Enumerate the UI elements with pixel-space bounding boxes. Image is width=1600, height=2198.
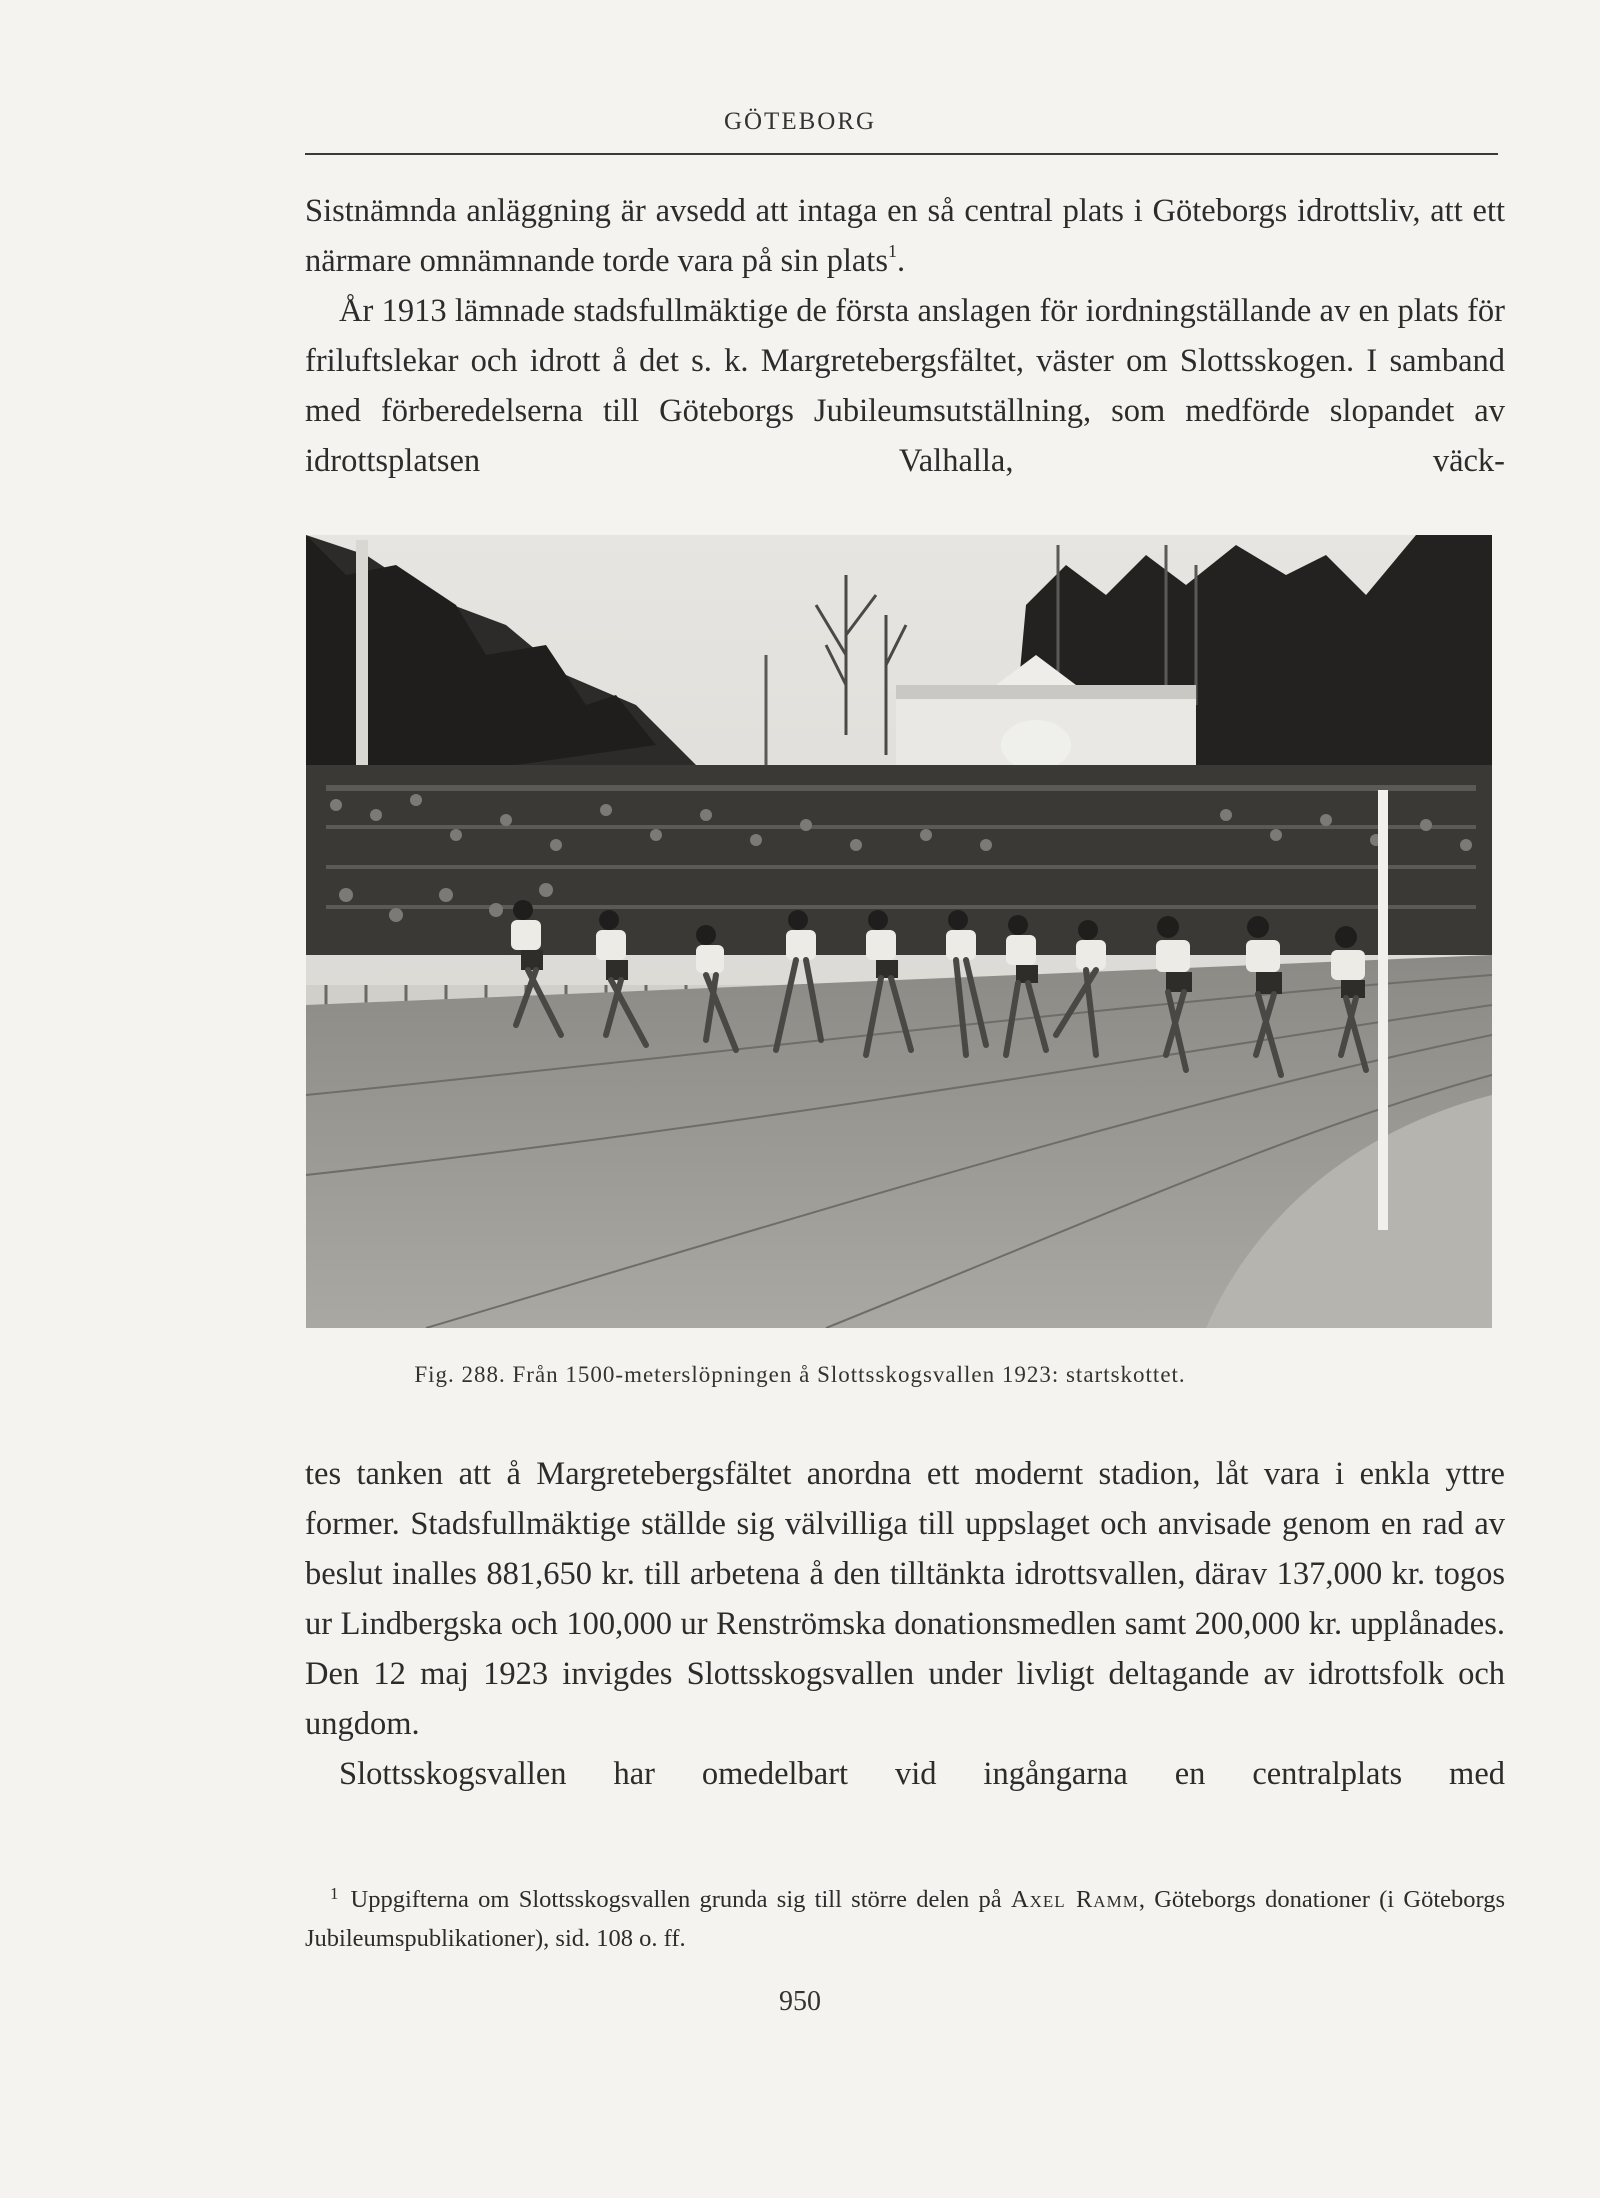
footnote-text-rest: , Göteborgs donationer (i Göteborgs Jubileumspublikationer), sid. 108 o. ff. — [305, 1886, 1505, 1952]
footnote — [305, 1881, 1505, 1957]
footnote-reference: 1 — [887, 241, 897, 261]
paragraph: tes tanken att å Margretebergsfältet anordna ett modernt stadion, låt vara i enkla yttre former. Stadsfullmäktige ställde sig välvilliga till uppslaget och anvisade genom en rad av beslut inalles 881,650 kr. till arbetena å den tilltänkta idrottsvallen, därav 137,000 kr. togos ur Lindbergska och 100,000 ur Renströmska donationsmedlen samt 200,000 kr. upplånades. Den 12 maj 1923 invigdes Slottsskogsvallen under livligt deltagande av idrottsfolk och ungdom. — [305, 1456, 1505, 1742]
photograph-illustration — [306, 535, 1492, 1328]
photograph — [306, 535, 1492, 1328]
header-rule — [305, 153, 1498, 155]
body-text-bottom — [305, 1449, 1505, 1799]
figure-caption: Fig. 288. Från 1500-meterslöpningen å Slottsskogsvallen 1923: startskottet. — [414, 1362, 1186, 1387]
paragraph: Slottsskogsvallen har omedelbart vid ingångarna en centralplats med — [339, 1756, 1505, 1792]
page-number: 950 — [779, 1986, 821, 2017]
footnote-author: Axel Ramm — [1010, 1886, 1139, 1913]
footnote-mark: 1 — [330, 1884, 339, 1903]
paragraph: År 1913 lämnade stadsfullmäktige de första anslagen för iordningställande av en plats för friluftslekar och idrott å det s. k. Margretebergsfältet, väster om Slottsskogen. I samband med förberedelserna till Göteborgs Jubileumsutställning, som medförde slopandet av idrottsplatsen Valhalla, väck- — [305, 293, 1505, 479]
body-text-top — [305, 186, 1505, 486]
running-head: GÖTEBORG — [723, 108, 877, 135]
paragraph — [305, 186, 1505, 286]
footnote-text: Uppgifterna om Slottsskogsvallen grunda sig till större delen på — [350, 1886, 1002, 1913]
paragraph-text: Sistnämnda anläggning är avsedd att intaga en så central plats i Göteborgs idrottsliv, att ett närmare omnämnande torde vara på sin plats — [305, 193, 1505, 279]
paragraph-end: . — [896, 243, 906, 279]
